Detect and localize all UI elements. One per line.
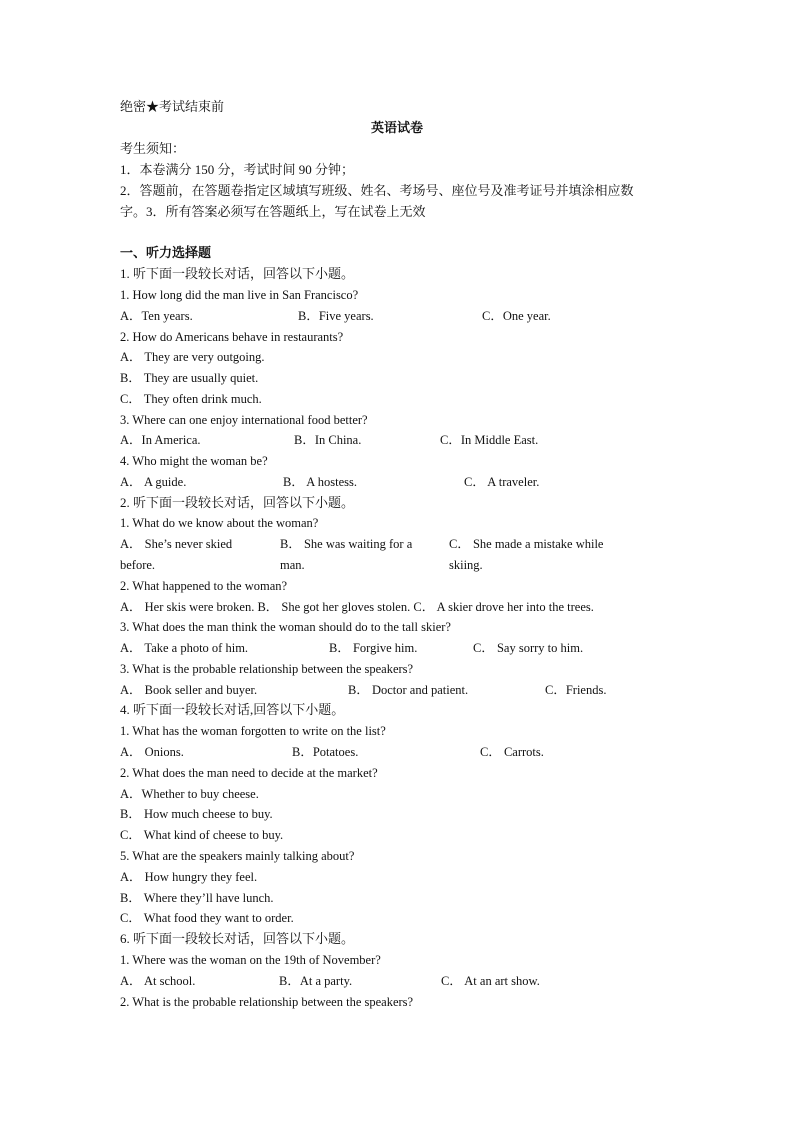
option-a: A．Whether to buy cheese. (120, 787, 259, 801)
option-c: C． What food they want to order. (120, 911, 294, 925)
group-intro: 1. 听下面一段较长对话，回答以下小题。 (120, 266, 355, 281)
option-b: B．Five years. (298, 309, 374, 323)
confidential-label: 绝密★考试结束前 (120, 99, 225, 114)
notice-item-2-cont: 字。3．所有答案必须写在答题纸上，写在试卷上无效 (120, 204, 426, 219)
option-a: A．In America. (120, 433, 201, 447)
option-a: A． Onions. (120, 745, 184, 759)
option-c: C． What kind of cheese to buy. (120, 828, 284, 842)
group-intro: 6. 听下面一段较长对话，回答以下小题。 (120, 931, 355, 946)
group-intro: 4. 听下面一段较长对话,回答以下小题。 (120, 702, 345, 717)
option-row: A． Her skis were broken. B． She got her gloves stolen. C． A skier drove her into the trees. (120, 600, 594, 614)
option-c: C． A traveler. (464, 475, 540, 489)
option-c: C． At an art show. (441, 974, 540, 988)
option-b: B． A hostess. (283, 475, 357, 489)
question-text: 1. Where was the woman on the 19th of November? (120, 953, 381, 967)
notice-item-2: 2．答题前，在答题卷指定区域填写班级、姓名、考场号、座位号及准考证号并填涂相应数 (120, 183, 634, 198)
option-c: C． They often drink much. (120, 392, 262, 406)
option-a: A． A guide. (120, 475, 187, 489)
notice-label: 考生须知： (120, 141, 186, 156)
question-text: 3. What does the man think the woman should do to the tall skier? (120, 620, 451, 634)
option-b: B． Where they’ll have lunch. (120, 891, 274, 905)
question-text: 2. What happened to the woman? (120, 579, 288, 593)
option-a: A．Ten years. (120, 309, 193, 323)
group-intro: 2. 听下面一段较长对话，回答以下小题。 (120, 495, 355, 510)
option-b: B． Doctor and patient. (348, 683, 469, 697)
option-c-cont: skiing. (449, 558, 483, 572)
question-text: 5. What are the speakers mainly talking about? (120, 849, 355, 863)
option-c: C．Friends. (545, 683, 607, 697)
option-b-cont: man. (280, 558, 305, 572)
option-c: C．In Middle East. (440, 433, 539, 447)
question-text: 3. Where can one enjoy international food better? (120, 413, 368, 427)
notice-item-1: 1．本卷满分 150 分，考试时间 90 分钟； (120, 162, 355, 177)
page-title: 英语试卷 (370, 120, 423, 135)
question-text: 2. What does the man need to decide at the market? (120, 766, 378, 780)
option-a: A． At school. (120, 974, 196, 988)
option-c: C． Carrots. (480, 745, 544, 759)
option-a: A． She’s never skied (120, 537, 233, 551)
option-b: B．In China. (294, 433, 362, 447)
option-b: B． Forgive him. (329, 641, 418, 655)
question-text: 1. What has the woman forgotten to write on the list? (120, 724, 386, 738)
option-a: A． Book seller and buyer. (120, 683, 258, 697)
option-b: B． She was waiting for a (280, 537, 413, 551)
option-b: B． How much cheese to buy. (120, 807, 273, 821)
section-title: 一、听力选择题 (120, 245, 212, 260)
option-b: B． They are usually quiet. (120, 371, 259, 385)
question-text: 2. How do Americans behave in restaurants? (120, 330, 344, 344)
question-text: 2. What is the probable relationship between the speakers? (120, 995, 414, 1009)
option-a: A． Take a photo of him. (120, 641, 249, 655)
option-b: B．At a party. (279, 974, 353, 988)
question-text: 3. What is the probable relationship between the speakers? (120, 662, 414, 676)
option-b: B．Potatoes. (292, 745, 359, 759)
question-text: 4. Who might the woman be? (120, 454, 268, 468)
option-c: C． She made a mistake while (449, 537, 604, 551)
question-text: 1. What do we know about the woman? (120, 516, 319, 530)
option-a: A． They are very outgoing. (120, 350, 265, 364)
option-c: C． Say sorry to him. (473, 641, 584, 655)
question-text: 1. How long did the man live in San Francisco? (120, 288, 359, 302)
option-a-cont: before. (120, 558, 156, 572)
option-a: A． How hungry they feel. (120, 870, 258, 884)
option-c: C．One year. (482, 309, 551, 323)
